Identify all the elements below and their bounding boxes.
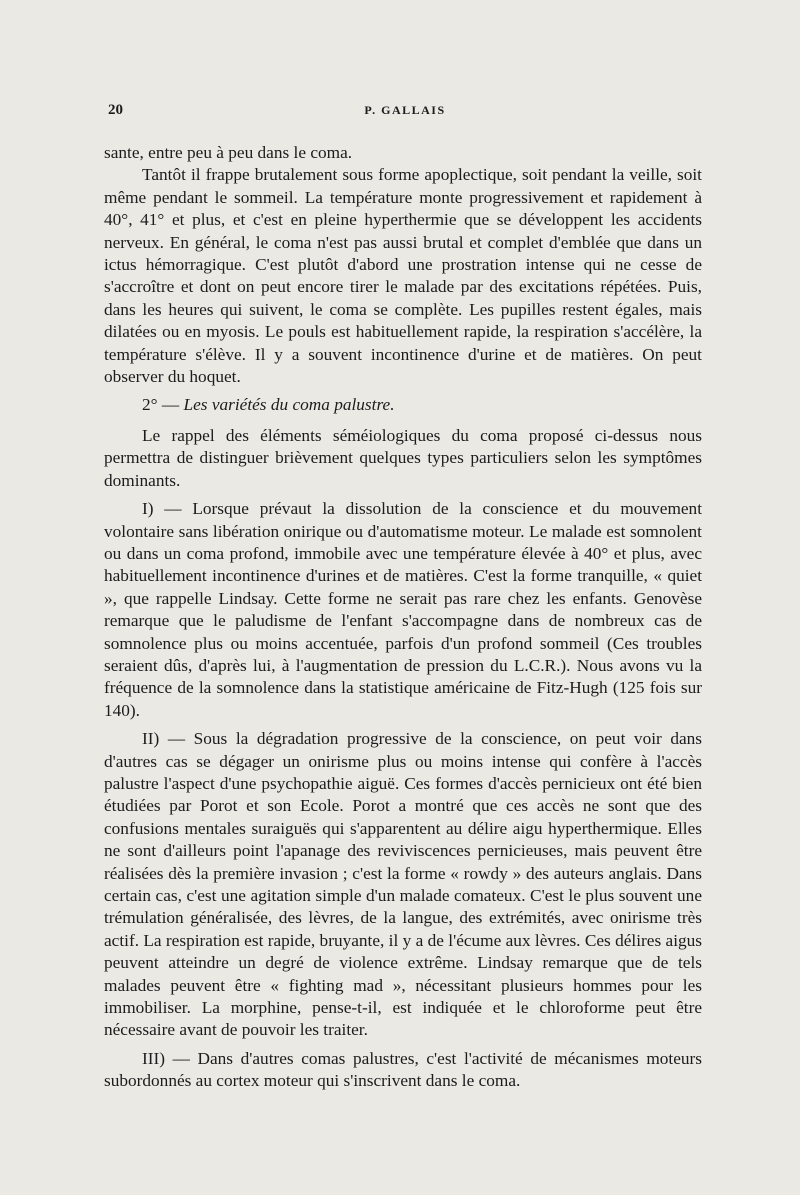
page-number: 20 (108, 102, 123, 118)
paragraph-intro-types: Le rappel des éléments séméiologiques du coma proposé ci-dessus nous permettra de distinguer brièvement quelques types particuliers selon les symptômes dominants. (104, 425, 702, 490)
page-header (108, 102, 702, 124)
paragraph-apoplectic-form: Tantôt il frappe brutalement sous forme apoplectique, soit pendant la veille, soit même pendant le sommeil. La température monte progressivement et rapidement à 40°, 41° et plus, et c'est en pleine hyperthermie que se développent les accidents nerveux. En général, le coma n'est pas aussi brutal et complet d'emblée que dans un ictus hémorragique. C'est plutôt d'abord une prostration intense qui ne cesse de s'accroître et dont on peut encore tirer le malade par des excitations répétées. Puis, dans les heures qui suivent, le coma se complète. Les pupilles restent égales, mais dilatées ou en myosis. Le pouls est habituellement rapide, la respiration s'accélère, la température s'élève. Il y a souvent incontinence d'urine et de matières. On peut observer du hoquet. (104, 165, 702, 387)
section-number: 2° (142, 395, 158, 415)
section-heading (104, 394, 702, 416)
paragraph-continuation: sante, entre peu à peu dans le coma. (104, 143, 353, 162)
running-head: P. GALLAIS (364, 103, 446, 117)
paragraph-type-three: III) — Dans d'autres comas palustres, c'est l'activité de mécanismes moteurs subordonnés au cortex moteur qui s'inscrivent dans le coma. (104, 1048, 702, 1091)
body-text (104, 142, 702, 1093)
section-title: Les variétés du coma palustre. (183, 395, 395, 415)
paragraph-type-one: I) — Lorsque prévaut la dissolution de la conscience et du mouvement volontaire sans libération onirique ou d'automatisme moteur. Le malade est somnolent ou dans un coma profond, immobile avec une température élevée à 40° et plus, avec habituellement incontinence d'urines et de matières. C'est la forme tranquille, « quiet », que rappelle Lindsay. Cette forme ne serait pas rare chez les enfants. Genovèse remarque que le paludisme de l'enfant s'accompagne dans de nombreux cas de somnolence plus ou moins accentuée, parfois d'un profond sommeil (Ces troubles seraient dûs, d'après lui, à l'augmentation de pression du L.C.R.). Nous avons vu la fréquence de la somnolence dans la statistique américaine de Fitz-Hugh (125 fois sur 140). (104, 499, 702, 720)
section-dash: — (161, 395, 180, 415)
paragraph-type-two: II) — Sous la dégradation progressive de la conscience, on peut voir dans d'autres cas se dégager un onirisme plus ou moins intense qui confère à l'accès palustre l'aspect d'une psychopathie aiguë. Ces formes d'accès pernicieux ont été bien étudiées par Porot et son Ecole. Porot a montré que ces accès ne sont que des confusions mentales suraiguës qui s'apparentent au délire aigu hyperthermique. Elles ne sont d'ailleurs point l'apanage des reviviscences pernicieuses, mais peuvent être réalisées dès la première invasion ; c'est la forme « rowdy » des auteurs anglais. Dans certain cas, c'est une agitation simple d'un malade comateux. C'est le plus souvent une trémulation généralisée, des lèvres, de la langue, des extrémités, avec onirisme très actif. La respiration est rapide, bruyante, il y a de l'écume aux lèvres. Ces délires aigus peuvent atteindre un degré de violence extrême. Lindsay remarque que de tels malades peuvent être « fighting mad », nécessitant plusieurs hommes pour les immobiliser. La morphine, pense-t-il, est indiquée et le chloroforme peut être nécessaire avant de pouvoir les traiter. (104, 729, 702, 1040)
